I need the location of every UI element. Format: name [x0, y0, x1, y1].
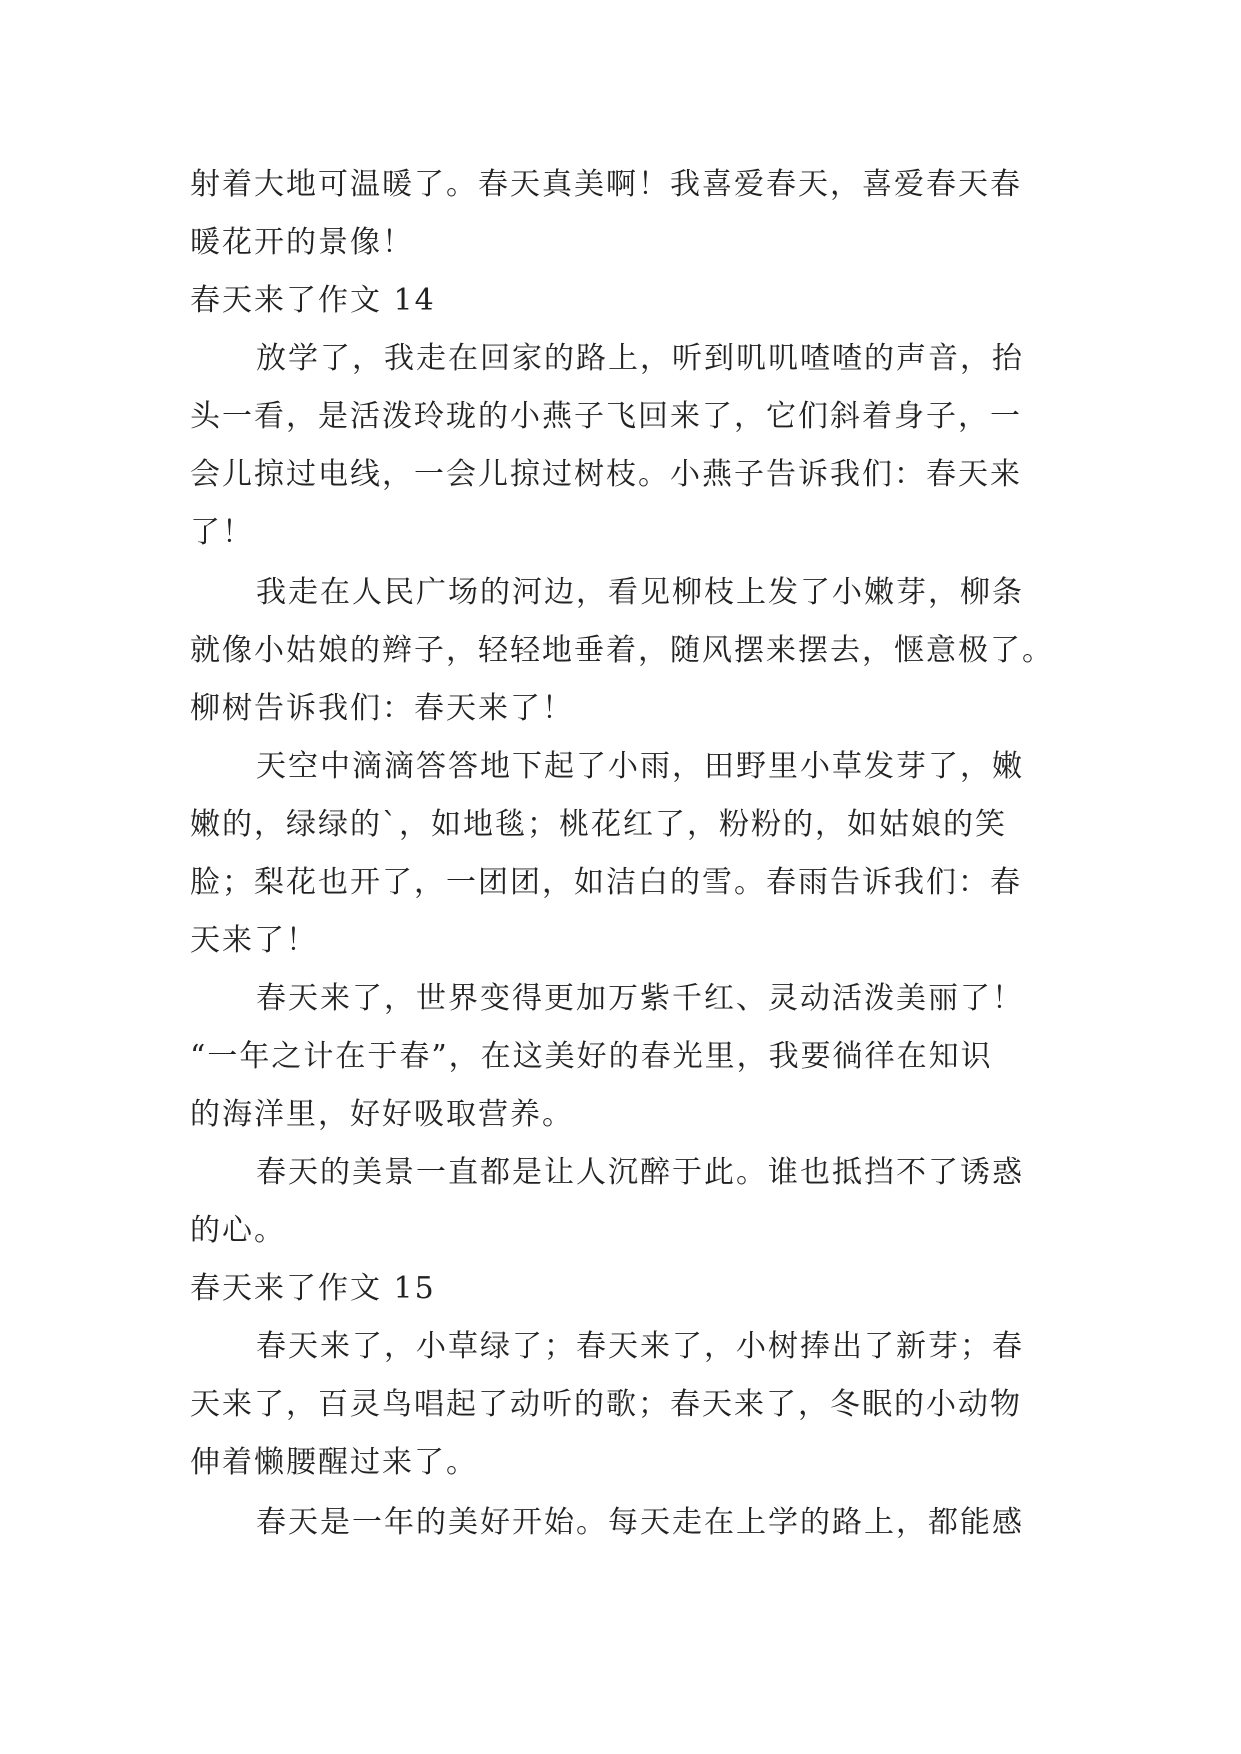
text-line: 脸；梨花也开了，一团团，如洁白的雪。春雨告诉我们：春 [190, 865, 1022, 900]
section-heading: 春天来了作文 14 [190, 283, 436, 318]
paragraph [190, 330, 1050, 562]
paragraph [190, 1144, 1050, 1260]
document-body [190, 156, 1054, 1552]
paragraph [190, 1318, 1050, 1492]
text-line: 天空中滴滴答答地下起了小雨，田野里小草发芽了，嫩 [256, 749, 1024, 784]
paragraph [190, 738, 1050, 970]
text-line: “一年之计在于春”，在这美好的春光里，我要徜徉在知识 [190, 1039, 993, 1074]
text-line: 春天来了，小草绿了；春天来了，小树捧出了新芽；春 [256, 1329, 1024, 1364]
text-line: 射着大地可温暖了。春天真美啊！我喜爱春天，喜爱春天春 [190, 167, 1022, 202]
text-line: 了！ [190, 515, 254, 550]
text-line: 的心。 [190, 1213, 286, 1248]
text-line: 春天来了，世界变得更加万紫千红、灵动活泼美丽了！ [256, 981, 1024, 1016]
text-line: 会儿掠过电线，一会儿掠过树枝。小燕子告诉我们：春天来 [190, 457, 1022, 492]
paragraph [190, 564, 1054, 738]
text-line: 天来了！ [190, 923, 318, 958]
text-line: 嫩的，绿绿的`，如地毯；桃花红了，粉粉的，如姑娘的笑 [190, 807, 1007, 842]
text-line: 暖花开的景像！ [190, 225, 414, 260]
paragraph [190, 970, 1050, 1144]
text-line: 柳树告诉我们：春天来了！ [190, 691, 574, 726]
section-heading: 春天来了作文 15 [190, 1271, 436, 1306]
text-line: 放学了，我走在回家的路上，听到叽叽喳喳的声音，抬 [256, 341, 1024, 376]
text-line: 的海洋里，好好吸取营养。 [190, 1097, 574, 1132]
paragraph [190, 1494, 1050, 1552]
text-line: 春天的美景一直都是让人沉醉于此。谁也抵挡不了诱惑 [256, 1155, 1024, 1190]
text-line: 就像小姑娘的辫子，轻轻地垂着，随风摆来摆去，惬意极了。 [190, 633, 1054, 668]
text-line: 春天是一年的美好开始。每天走在上学的路上，都能感 [256, 1505, 1024, 1540]
text-line: 天来了，百灵鸟唱起了动听的歌；春天来了，冬眠的小动物 [190, 1387, 1022, 1422]
text-line: 头一看，是活泼玲珑的小燕子飞回来了，它们斜着身子，一 [190, 399, 1022, 434]
text-line: 我走在人民广场的河边，看见柳枝上发了小嫩芽，柳条 [256, 575, 1024, 610]
text-line: 伸着懒腰醒过来了。 [190, 1445, 478, 1480]
